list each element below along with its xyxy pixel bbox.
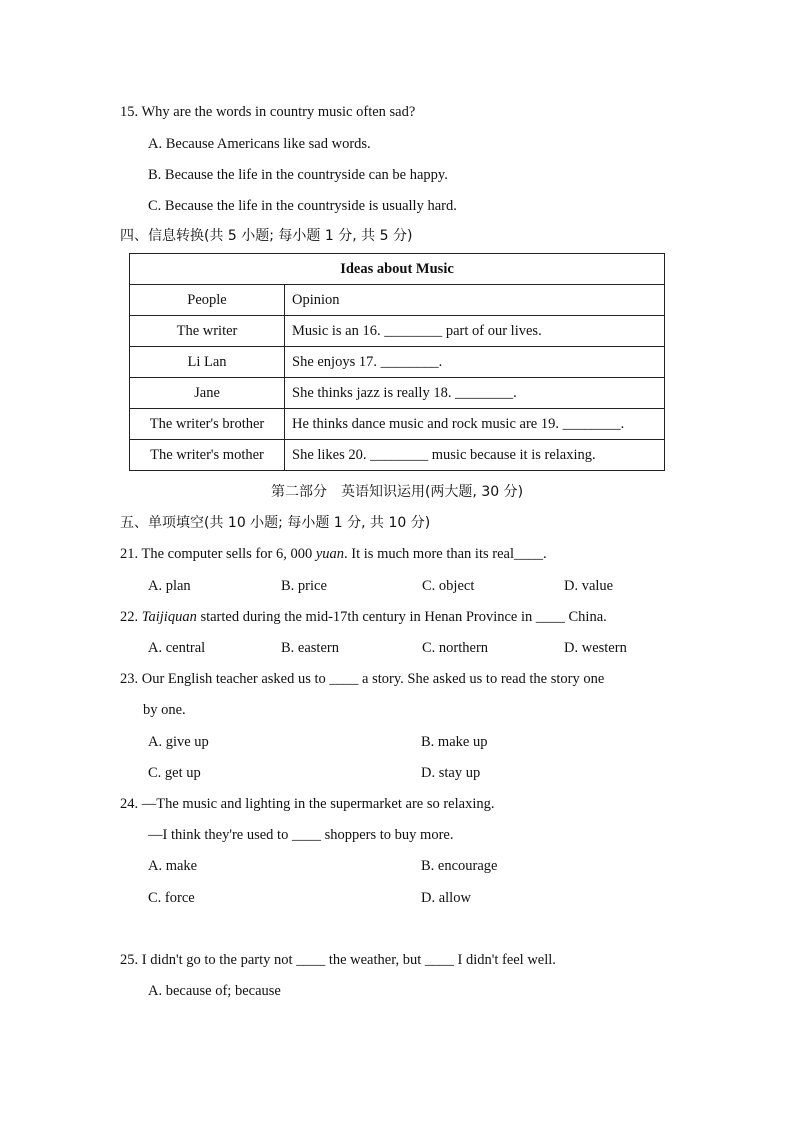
q25-stem: 25. I didn't go to the party not ____ the weather, but ____ I didn't feel well.	[120, 952, 556, 968]
q23-option-b: B. make up	[421, 734, 488, 750]
q15-stem: 15. Why are the words in country music often sad?	[120, 104, 416, 120]
q21-stem-pre: 21. The computer sells for 6, 000	[120, 546, 316, 562]
table-title: Ideas about Music	[130, 254, 665, 285]
table-cell-person: The writer's mother	[130, 440, 285, 471]
table-row	[130, 316, 665, 347]
q22-option-d: D. western	[564, 640, 627, 656]
table-row	[130, 409, 665, 440]
section5-heading: 五、单项填空(共 10 小题; 每小题 1 分, 共 10 分)	[120, 515, 431, 531]
table-cell-opinion: She enjoys 17. ________.	[285, 347, 665, 378]
q21-stem-italic: yuan	[315, 546, 345, 562]
q23-option-c: C. get up	[148, 765, 201, 781]
q24-line2: —I think they're used to ____ shoppers to buy more.	[148, 827, 454, 843]
table-cell-person: The writer	[130, 316, 285, 347]
table-cell-opinion: She likes 20. ________ music because it is relaxing.	[285, 440, 665, 471]
q24-option-b: B. encourage	[421, 858, 498, 874]
table-header-people: People	[130, 285, 285, 316]
q25-option-a: A. because of; because	[148, 983, 281, 999]
q15-option-c: C. Because the life in the countryside is usually hard.	[148, 198, 457, 214]
table-title-row	[130, 254, 665, 285]
q24-option-d: D. allow	[421, 890, 471, 906]
table-cell-person: Jane	[130, 378, 285, 409]
q23-option-a: A. give up	[148, 734, 209, 750]
q22-stem-post: started during the mid-17th century in Henan Province in ____ China.	[196, 609, 607, 625]
table-cell-opinion: She thinks jazz is really 18. ________.	[285, 378, 665, 409]
q22-option-b: B. eastern	[281, 640, 339, 656]
table-cell-opinion: He thinks dance music and rock music are 19. ________.	[285, 409, 665, 440]
q23-stem-line1: 23. Our English teacher asked us to ____ a story. She asked us to read the story one	[120, 671, 605, 687]
table-row	[130, 378, 665, 409]
table-cell-opinion: Music is an 16. ________ part of our lives.	[285, 316, 665, 347]
q21-option-c: C. object	[422, 578, 475, 594]
table-cell-person: The writer's brother	[130, 409, 285, 440]
q24-option-c: C. force	[148, 890, 195, 906]
table-row	[130, 347, 665, 378]
table-header-row	[130, 285, 665, 316]
table-cell-person: Li Lan	[130, 347, 285, 378]
q21-option-b: B. price	[281, 578, 327, 594]
q24-option-a: A. make	[148, 858, 198, 874]
table-header-opinion: Opinion	[285, 285, 665, 316]
q21-option-a: A. plan	[148, 578, 191, 594]
q15-option-a: A. Because Americans like sad words.	[148, 136, 371, 152]
q22-stem-italic: Taijiquan	[141, 609, 197, 625]
q23-stem-line2: by one.	[143, 702, 186, 718]
q22-stem	[120, 608, 607, 626]
q21-stem-post: . It is much more than its real____.	[344, 546, 547, 562]
q22-option-c: C. northern	[422, 640, 489, 656]
q23-option-d: D. stay up	[421, 765, 481, 781]
ideas-about-music-table	[129, 253, 665, 471]
q15-option-b: B. Because the life in the countryside can be happy.	[148, 167, 448, 183]
table-row	[130, 440, 665, 471]
q21-stem	[120, 545, 547, 563]
q22-number: 22.	[120, 609, 142, 625]
section4-heading: 四、信息转换(共 5 小题; 每小题 1 分, 共 5 分)	[120, 228, 413, 244]
q21-option-d: D. value	[564, 578, 614, 594]
q22-option-a: A. central	[148, 640, 206, 656]
part2-heading: 第二部分 英语知识运用(两大题, 30 分)	[270, 484, 524, 500]
q24-line1: 24. —The music and lighting in the supermarket are so relaxing.	[120, 796, 495, 812]
